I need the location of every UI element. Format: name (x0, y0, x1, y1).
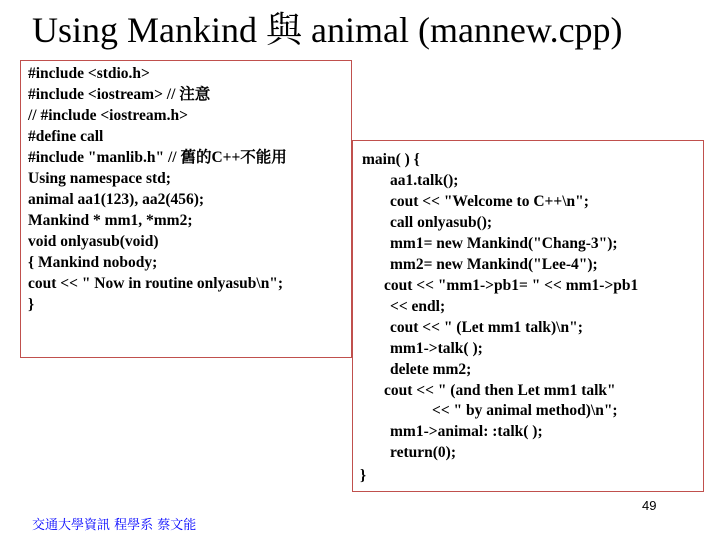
right-code-line: delete mm2; (390, 361, 472, 378)
right-code-line: mm2= new Mankind("Lee-4"); (390, 256, 598, 273)
slide-title: Using Mankind 與 animal (mannew.cpp) (32, 10, 623, 50)
right-code-line: main( ) { (362, 151, 420, 168)
right-code-line: mm1->talk( ); (390, 340, 483, 357)
left-code-line: #define call (28, 128, 104, 145)
left-code-line: Using namespace std; (28, 170, 171, 187)
right-code-line: cout << "Welcome to C++\n"; (390, 193, 589, 210)
right-code-line: call onlyasub(); (390, 214, 493, 231)
footer-author: 交通大學資訊 程學系 蔡文能 (32, 518, 197, 533)
right-code-line: mm1->animal: :talk( ); (390, 423, 543, 440)
left-code-line: #include "manlib.h" // 舊的C++不能用 (28, 149, 287, 166)
right-code-line: return(0); (390, 444, 456, 461)
left-code-line: // #include <iostream.h> (28, 107, 188, 124)
right-code-line: << endl; (390, 298, 446, 315)
left-code-line: cout << " Now in routine onlyasub\n"; (28, 275, 284, 292)
left-code-line: Mankind * mm1, *mm2; (28, 212, 193, 229)
left-code-line: #include <stdio.h> (28, 65, 150, 82)
right-code-line: cout << " (and then Let mm1 talk" (384, 382, 616, 399)
left-code-line: void onlyasub(void) (28, 233, 159, 250)
left-code-line: } (28, 296, 35, 313)
left-code-line: animal aa1(123), aa2(456); (28, 191, 205, 208)
right-code-line: } (360, 467, 367, 484)
page-number: 49 (642, 498, 657, 513)
right-code-line: mm1= new Mankind("Chang-3"); (390, 235, 618, 252)
left-code-line: #include <iostream> // 注意 (28, 86, 211, 103)
right-code-line: cout << "mm1->pb1= " << mm1->pb1 (384, 277, 639, 294)
right-code-line: cout << " (Let mm1 talk)\n"; (390, 319, 583, 336)
right-code-line: aa1.talk(); (390, 172, 459, 189)
right-code-line: << " by animal method)\n"; (432, 402, 618, 419)
left-code-line: { Mankind nobody; (28, 254, 158, 271)
